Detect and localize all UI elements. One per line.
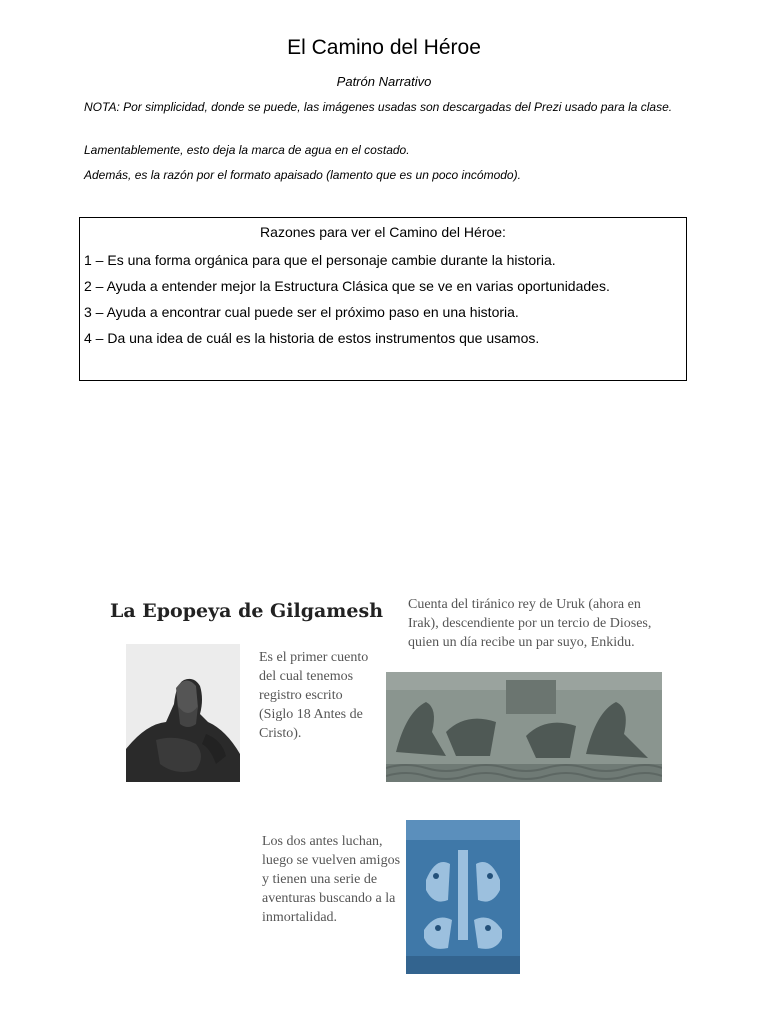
reason-item: 3 – Ayuda a encontrar cual puede ser el próximo paso en una historia. xyxy=(84,304,519,320)
relief-image xyxy=(386,672,662,782)
note-label: NOTA: xyxy=(84,100,120,114)
page-title: El Camino del Héroe xyxy=(287,36,481,59)
note-paragraph xyxy=(84,98,694,116)
reason-item: 1 – Es una forma orgánica para que el personaje cambie durante la historia. xyxy=(84,252,556,268)
reason-item: 2 – Ayuda a entender mejor la Estructura Clásica que se ve en varias oportunidades. xyxy=(84,278,610,294)
reasons-box xyxy=(79,217,687,381)
slide-title: La Epopeya de Gilgamesh xyxy=(110,600,384,622)
reason-item: 4 – Da una idea de cuál es la historia de estos instrumentos que usamos. xyxy=(84,330,540,346)
slide-desc-adventures: Los dos antes luchan, luego se vuelven amigos y tienen una serie de aventuras buscando a la inmortalidad. xyxy=(262,834,401,925)
reasons-title: Razones para ver el Camino del Héroe: xyxy=(260,224,506,240)
note-watermark: Lamentablemente, esto deja la marca de agua en el costado. xyxy=(84,143,410,157)
slide-desc-uruk-king: Cuenta del tiránico rey de Uruk (ahora en Irak), descendiente por un tercio de Dioses, quien un día recibe un par suyo, Enkidu. xyxy=(408,597,652,650)
note-text: Por simplicidad, donde se puede, las imágenes usadas son descargadas del Prezi usado para la clase. xyxy=(119,100,673,114)
seal-image xyxy=(406,820,520,974)
page-subtitle: Patrón Narrativo xyxy=(336,74,432,89)
note-format: Además, es la razón por el formato apaisado (lamento que es un poco incómodo). xyxy=(84,168,521,182)
gilgamesh-statue-image xyxy=(126,644,240,782)
slide-desc-first-story: Es el primer cuento del cual tenemos registro escrito (Siglo 18 Antes de Cristo). xyxy=(259,650,369,741)
